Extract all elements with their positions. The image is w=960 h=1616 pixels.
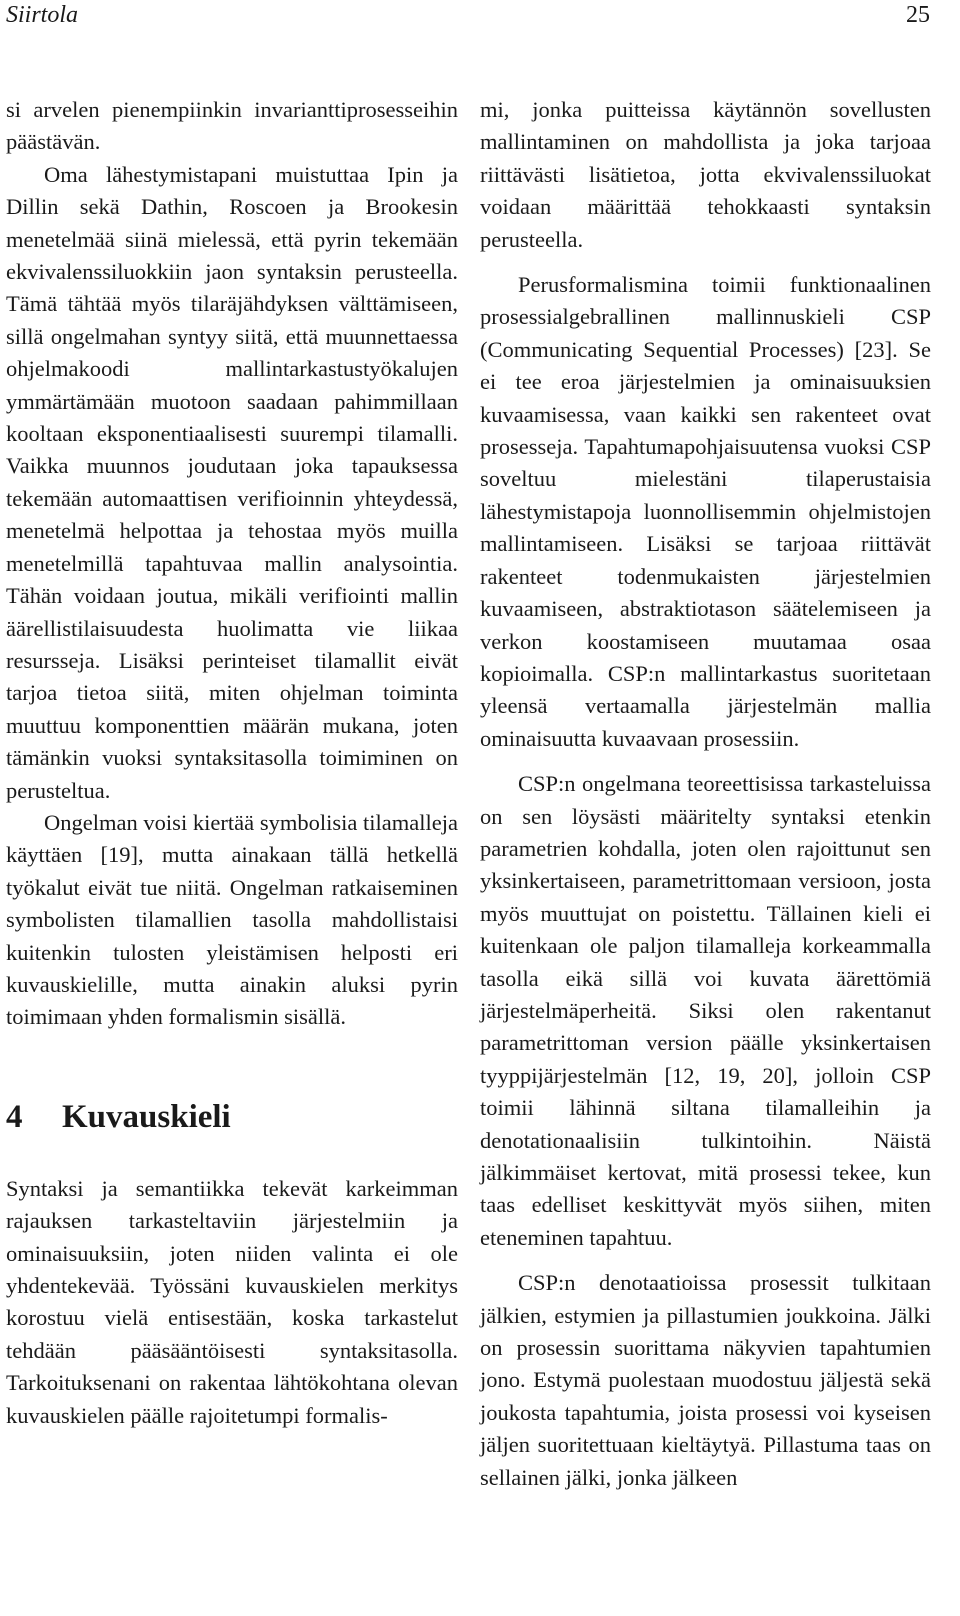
paragraph: Oma lähestymistapani muistuttaa Ipin ja Dillin sekä Dathin, Roscoen ja Brookesin menetelmää siinä mielessä, että pyrin tekemään ekvivalenssiluokkiin jaon syntaksin perusteella. Tämä tähtää myös tilaräjähdyksen välttämiseen, sillä ongelmahan syntyy siitä, että muunnettaessa ohjelmakoodi mallintarkastustyökalujen ymmärtämään muotoon saadaan pahimmillaan kooltaan eksponentiaalisesti suurempi tilamalli. Vaikka muunnos joudutaan joka tapauksessa tekemään automaattisen verifioinnin yhteydessä, menetelmä helpottaa ja tehostaa myös muilla menetelmillä tapahtuvaa mallin analysointia. Tähän voidaan joutua, mikäli verifiointi mallin äärellistilaisuudesta huolimatta vie liikaa resursseja. Lisäksi perinteiset tilamallit eivät tarjoa tietoa siitä, miten ohjelman toiminta muuttuu komponenttien määrän mukana, joten tämänkin vuoksi syntaksitasolla toimiminen on perusteltua. (6, 161, 458, 803)
paragraph: si arvelen pienempiinkin invarianttiprosesseihin päästävän. (6, 97, 458, 155)
section-heading (6, 1097, 458, 1137)
paragraph: mi, jonka puitteissa käytännön sovellusten mallintaminen on mahdollista ja joka tarjoaa riittävästi lisätietoa, jotta ekvivalenssiluokat voidaan määrittää tehokkaasti syntaksin perusteella. (480, 97, 931, 252)
section-title: Kuvauskieli (62, 1098, 231, 1135)
paragraph: CSP:n denotaatioissa prosessit tulkitaan jälkien, estymien ja pillastumien joukkoina. Jälki on prosessin suorittama näkyvien tapahtumien jono. Estymä puolestaan muodostuu jäljestä sekä joukosta tapahtumia, joista prosessi voi kyseisen jäljen suoritettuaan kieltäytyä. Pillastuma taas on sellainen jälki, jonka jälkeen (480, 1270, 931, 1490)
left-column (6, 94, 458, 1432)
running-header-section-title: Siirtola (6, 2, 79, 28)
paragraph: Ongelman voisi kiertää symbolisia tilamalleja käyttäen [19], mutta ainakaan tällä hetkellä työkalut eivät tue niitä. Ongelman ratkaiseminen symbolisten tilamallien tasolla mahdollistaisi kuitenkin tulosten yleistämisen helposti eri kuvauskielille, mutta ainakin aluksi pyrin toimimaan yhden formalismin sisällä. (6, 809, 458, 1030)
right-column (480, 94, 931, 1494)
running-header (6, 0, 930, 30)
section-number: 4 (6, 1098, 23, 1135)
paragraph: Syntaksi ja semantiikka tekevät karkeimman rajauksen tarkasteltaviin järjestelmiin ja ominaisuuksiin, joten niiden valinta ei ole yhdentekevää. Työssäni kuvauskielen merkitys korostuu vielä entisestään, koska tarkastelut tehdään pääsääntöisesti syntaksitasolla. Tarkoituksenani on rakentaa lähtökohtana olevan kuvauskielen päälle rajoitetumpi formalis- (6, 1175, 458, 1428)
paragraph: CSP:n ongelmana teoreettisissa tarkasteluissa on sen löysästi määritelty syntaksi etenkin parametrien kohdalla, joten olen rajoittunut sen yksinkertaiseen, parametrittomaan versioon, josta myös muuttujat on poistettu. Tällainen kieli ei kuitenkaan ole paljon tilamalleja korkeammalla tasolla eikä sillä voi kuvata äärettömiä järjestelmäperheitä. Siksi olen rakentanut parametrittoman version päälle yksinkertaisen tyyppijärjestelmän [12, 19, 20], jolloin CSP toimii lähinnä siltana tilamalleihin ja denotationaalisiin tulkintoihin. Näistä jälkimmäiset kertovat, mitä prosessi tekee, kun taas edelliset keskittyvät myös siihen, miten eteneminen tapahtuu. (480, 771, 931, 1250)
paragraph: Perusformalismina toimii funktionaalinen prosessialgebrallinen mallinnuskieli CSP (Communicating Sequential Processes) [23]. Se ei tee eroa järjestelmien ja ominaisuuksien kuvaamisessa, vaan kaikki sen rakenteet ovat prosesseja. Tapahtumapohjaisuutensa vuoksi CSP soveltuu mielestäni tilaperustaisia lähestymistapoja luonnollisemmin ohjelmistojen mallintamiseen. Lisäksi se tarjoaa riittävät rakenteet todenmukaisten järjestelmien kuvaamiseen, abstraktiotason säätelemiseen ja verkon koostamiseen muutamaa osaa kopioimalla. CSP:n mallintarkastus suoritetaan yleensä vertaamalla järjestelmän mallia ominaisuutta kuvaavaan prosessiin. (480, 272, 931, 751)
page-number: 25 (906, 2, 930, 28)
